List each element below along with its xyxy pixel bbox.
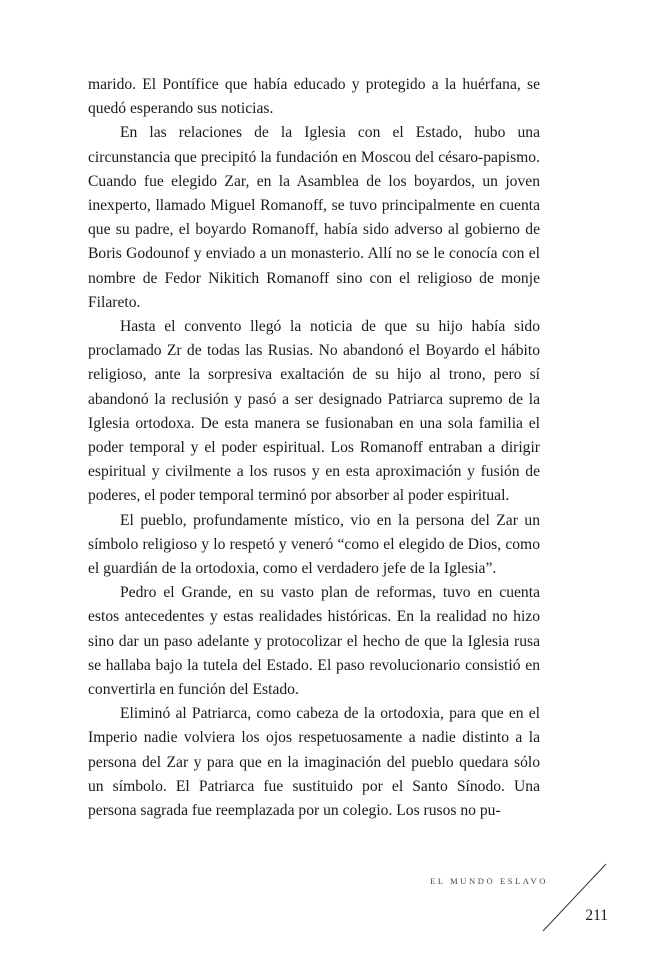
page-number: 211 (585, 907, 608, 924)
paragraph: El pueblo, profundamente místico, vio en la persona del Zar un símbolo religioso y lo respetó y veneró “como el elegido de Dios, como el guardián de la ortodoxia, como el verdadero jefe de la Iglesia”. (88, 511, 540, 578)
paragraph: Hasta el convento llegó la noticia de que su hijo había sido proclamado Zr de todas las Rusias. No abandonó el Boyardo el hábito religioso, ante la sorpresiva exaltación de su hijo al trono, pero sí abandonó la reclusión y pasó a ser designado Patriarca supremo de la Iglesia ortodoxa. De esta manera se fusionaban en una sola familia el poder temporal y el poder espiritual. Los Romanoff entraban a dirigir espiritual y civilmente a los rusos y en esta aproximación y fusión de poderes, el poder temporal terminó por absorber al poder espiritual. (88, 318, 540, 505)
running-title: EL MUNDO ESLAVO (430, 876, 548, 886)
paragraph: marido. El Pontífice que había educado y protegido a la huérfana, se quedó esperando sus noticias. (88, 76, 540, 118)
paragraph: Pedro el Grande, en su vasto plan de reformas, tuvo en cuenta estos antecedentes y estas realidades históricas. En la realidad no hizo sino dar un paso adelante y protocolizar el hecho de que la Iglesia rusa se hallaba bajo la tutela del Estado. El paso revolucionario consistió en convertirla en función del Estado. (88, 584, 540, 699)
paragraph: En las relaciones de la Iglesia con el Estado, hubo una circunstancia que precipitó la fundación en Moscou del césaro-papismo. Cuando fue elegido Zar, en la Asamblea de los boyardos, un joven inexperto, llamado Miguel Romanoff, se tuvo principalmente en cuenta que su padre, el boyardo Romanoff, había sido adverso al gobierno de Boris Godounof y enviado a un monasterio. Allí no se le conocía con el nombre de Fedor Nikitich Romanoff sino con el religioso de monje Filareto. (88, 124, 540, 311)
paragraph: Eliminó al Patriarca, como cabeza de la ortodoxia, para que en el Imperio nadie volviera los ojos respetuosamente a nadie distinto a la persona del Zar y para que en la imaginación del pueblo quedara sólo un símbolo. El Patriarca fue sustituido por el Santo Sínodo. Una persona sagrada fue reemplazada por un colegio. Los rusos no pu- (88, 705, 540, 820)
